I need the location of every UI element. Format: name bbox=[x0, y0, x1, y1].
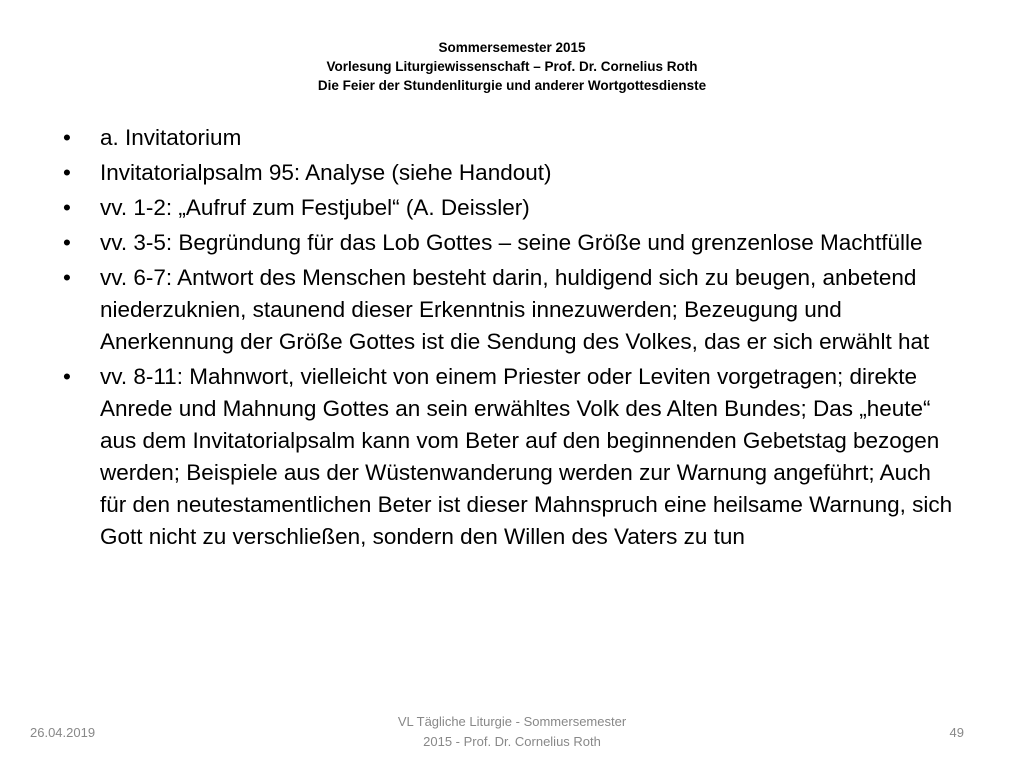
bullet-text: vv. 8-11: Mahnwort, vielleicht von einem Priester oder Leviten vorgetragen; direkte Anrede und Mahnung Gottes an sein erwähltes Volk des Alten Bundes; Das „heute“ aus dem Invitatorialpsalm kann vom Beter auf den beginnenden Gebetstag bezogen werden; Beispiele aus der Wüstenwanderung werden zur Warnung angeführt; Auch für den neutestamentlichen Beter ist dieser Mahnspruch eine heilsame Warnung, sich Gott nicht zu verschließen, sondern den Willen des Vaters zu tun bbox=[100, 364, 953, 549]
footer-title-line2: 2015 - Prof. Dr. Cornelius Roth bbox=[423, 734, 601, 749]
header-topic: Die Feier der Stundenliturgie und anderer Wortgottesdienste bbox=[317, 78, 707, 93]
bullet-dot: • bbox=[63, 265, 71, 290]
bullet-dot: • bbox=[63, 125, 71, 150]
bullet-text: vv. 3-5: Begründung für das Lob Gottes – seine Größe und grenzenlose Machtfülle bbox=[100, 230, 923, 255]
bullet-text: vv. 6-7: Antwort des Menschen besteht darin, huldigend sich zu beugen, anbetend niederzuknien, staunend dieser Erkenntnis innezuwerden; Bezeugung und Anerkennung der Größe Gottes ist die Sendung des Volkes, das er sich erwählt hat bbox=[100, 265, 930, 354]
header-lecture: Vorlesung Liturgiewissenschaft – Prof. Dr. Cornelius Roth bbox=[326, 59, 698, 74]
bullet-item bbox=[63, 192, 963, 224]
bullet-text: vv. 1-2: „Aufruf zum Festjubel“ (A. Deissler) bbox=[100, 195, 530, 220]
slide-header bbox=[0, 38, 1024, 95]
bullet-list bbox=[63, 122, 963, 556]
bullet-item bbox=[63, 157, 963, 189]
bullet-dot: • bbox=[63, 364, 71, 389]
bullet-item bbox=[63, 262, 963, 358]
bullet-dot: • bbox=[63, 195, 71, 220]
footer-date: 26.04.2019 bbox=[30, 725, 96, 740]
footer-title-line1: VL Tägliche Liturgie - Sommersemester bbox=[397, 714, 627, 729]
bullet-dot: • bbox=[63, 160, 71, 185]
bullet-text: a. Invitatorium bbox=[100, 125, 242, 150]
header-semester: Sommersemester 2015 bbox=[438, 40, 586, 55]
bullet-item bbox=[63, 361, 963, 553]
bullet-item bbox=[63, 122, 963, 154]
footer-title bbox=[362, 712, 662, 752]
page-number: 49 bbox=[949, 725, 964, 740]
bullet-dot: • bbox=[63, 230, 71, 255]
bullet-item bbox=[63, 227, 963, 259]
bullet-text: Invitatorialpsalm 95: Analyse (siehe Handout) bbox=[100, 160, 552, 185]
